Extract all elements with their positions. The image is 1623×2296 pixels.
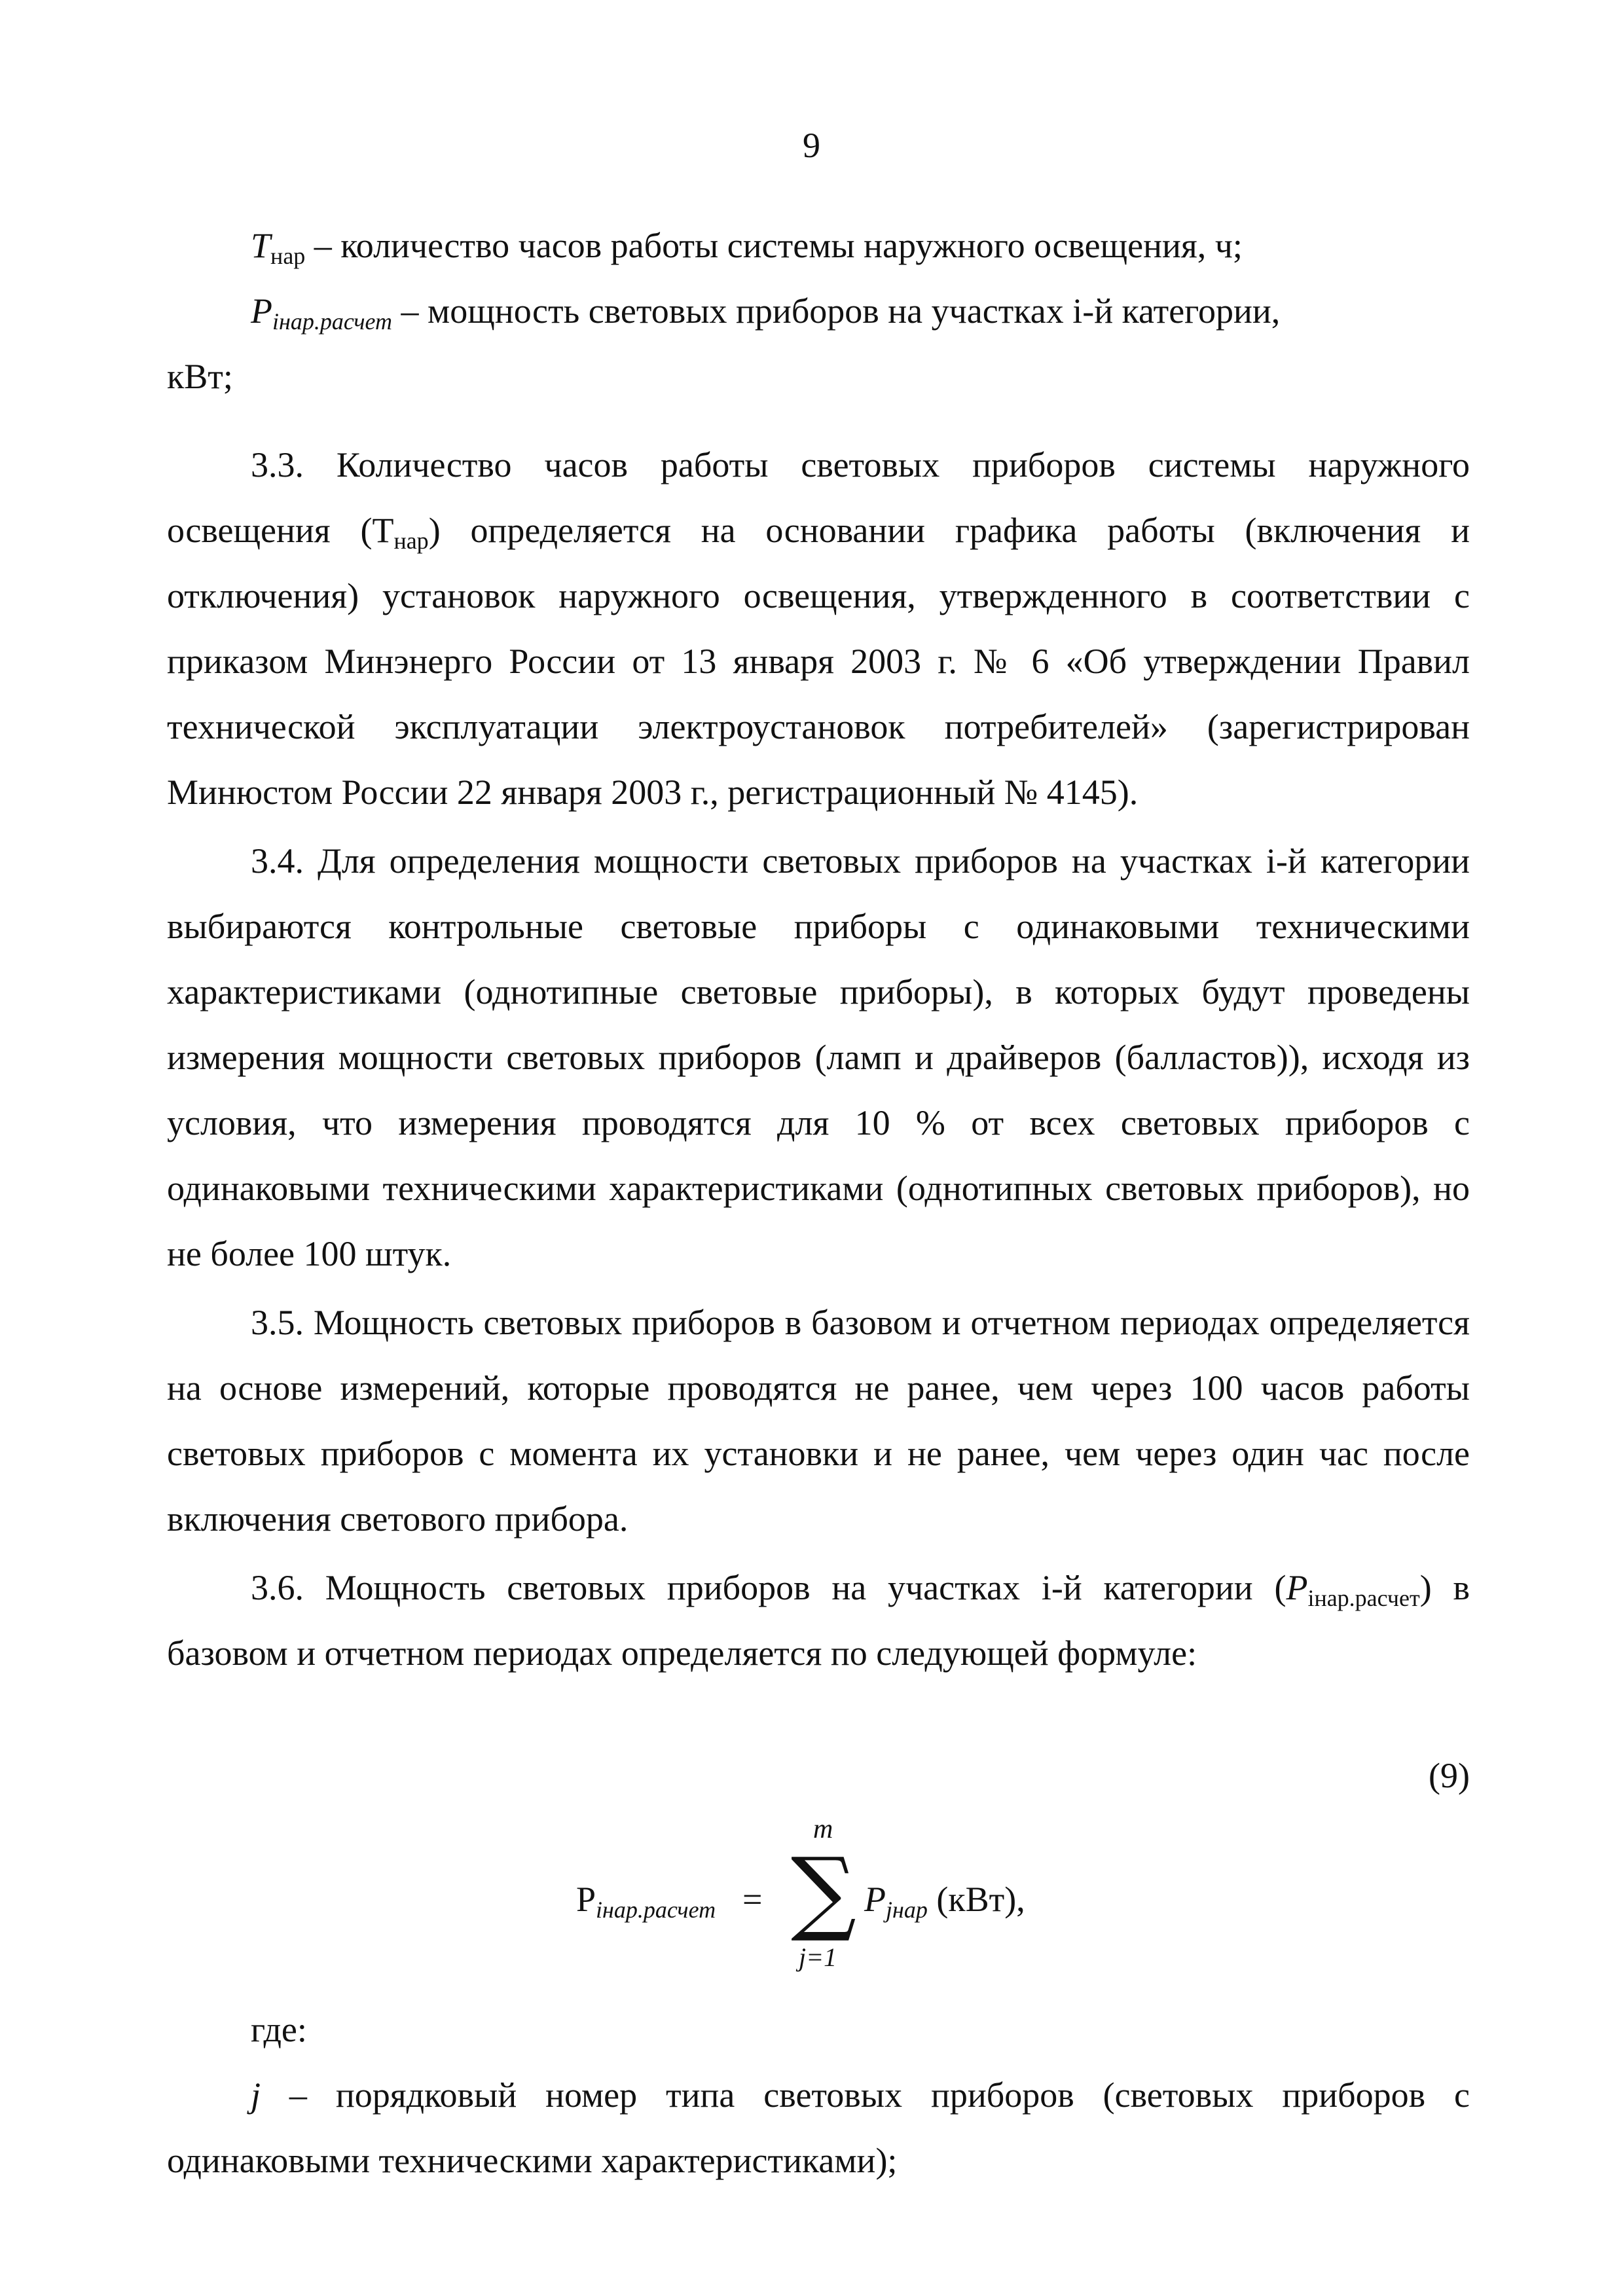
equation-number: (9): [1429, 1756, 1470, 1795]
definition-p-nar-continuation: кВт;: [167, 357, 233, 396]
t-definition-text: – количество часов работы системы наружного освещения, ч;: [305, 226, 1243, 265]
p36-text-after: ) в базовом и отчетном периодах определяется по следующей формуле:: [167, 1568, 1470, 1673]
j-symbol: j: [251, 2075, 261, 2115]
definition-p-nar: [167, 278, 1470, 344]
t-symbol: T: [251, 226, 271, 265]
formula-lhs: [576, 1879, 716, 1923]
formula-lhs-symbol: P: [576, 1880, 596, 1919]
p33-sub: нар: [393, 528, 429, 554]
where-block: [167, 1997, 1470, 2193]
p33-text-before: 3.3. Количество часов работы световых приборов системы наружного освещения (Т: [167, 445, 1470, 550]
page-number: 9: [803, 126, 820, 165]
j-definition-text: – порядковый номер типа световых приборов (световых приборов с одинаковыми техническими характеристиками);: [167, 2075, 1470, 2180]
where-label: где:: [251, 2010, 307, 2049]
paragraph-3-5: 3.5. Мощность световых приборов в базовом и отчетном периодах определяется на основе измерений, которые проводятся не ранее, чем через 100 часов работы световых приборов с момента их установки и не ранее, чем через один час после включения светового прибора.: [167, 1303, 1470, 1539]
formula-lhs-sub: iнар.расчет: [596, 1897, 716, 1923]
summation-icon: ∑: [791, 1838, 856, 1945]
formula-rhs-symbol: P: [864, 1880, 886, 1919]
paragraph-3-3: [167, 432, 1470, 825]
p-definition-text: – мощность световых приборов на участках i-й категории,: [392, 291, 1281, 331]
definition-t-nar: [167, 213, 1470, 278]
formula-rhs: [864, 1879, 1025, 1923]
paragraph-3-4: 3.4. Для определения мощности световых приборов на участках i-й категории выбираются контрольные световые приборы с одинаковыми техническими характеристиками (однотипные световые приборы), в которых будут проведены измерения мощности световых приборов (ламп и драйверов (балластов)), исходя из условия, что измерения проводятся для 10 % от всех световых приборов с одинаковыми техническими характеристиками (однотипных световых приборов), но не более 100 штук.: [167, 841, 1470, 1273]
formula-9: [576, 1813, 1165, 1984]
p-sub: iнар.расчет: [272, 308, 393, 335]
formula-equals: =: [742, 1880, 763, 1919]
p36-symbol: P: [1286, 1568, 1308, 1607]
formula-lower-limit: j=1: [799, 1942, 837, 1972]
formula-upper-limit: m: [813, 1814, 833, 1844]
definitions-block: [167, 213, 1470, 409]
body-block: [167, 432, 1470, 1686]
p33-text-after: ) определяется на основании графика работы (включения и отключения) установок наружного освещения, утвержденного в соответствии с приказом Минэнерго России от 13 января 2003 г. № 6 «Об утверждении Правил технической эксплуатации электроустановок потребителей» (зарегистрирован Минюстом России 22 января 2003 г., регистрационный № 4145).: [167, 511, 1470, 812]
t-sub: нар: [270, 243, 306, 269]
p36-sub: iнар.расчет: [1307, 1585, 1420, 1611]
p36-text-before: 3.6. Мощность световых приборов на участках i-й категории (: [251, 1568, 1286, 1607]
paragraph-3-6: [167, 1555, 1470, 1686]
formula-rhs-sub: jнар: [886, 1897, 928, 1923]
p-symbol: P: [251, 291, 272, 331]
formula-rhs-unit: (кВт),: [927, 1880, 1025, 1919]
definition-j: [167, 2062, 1470, 2193]
